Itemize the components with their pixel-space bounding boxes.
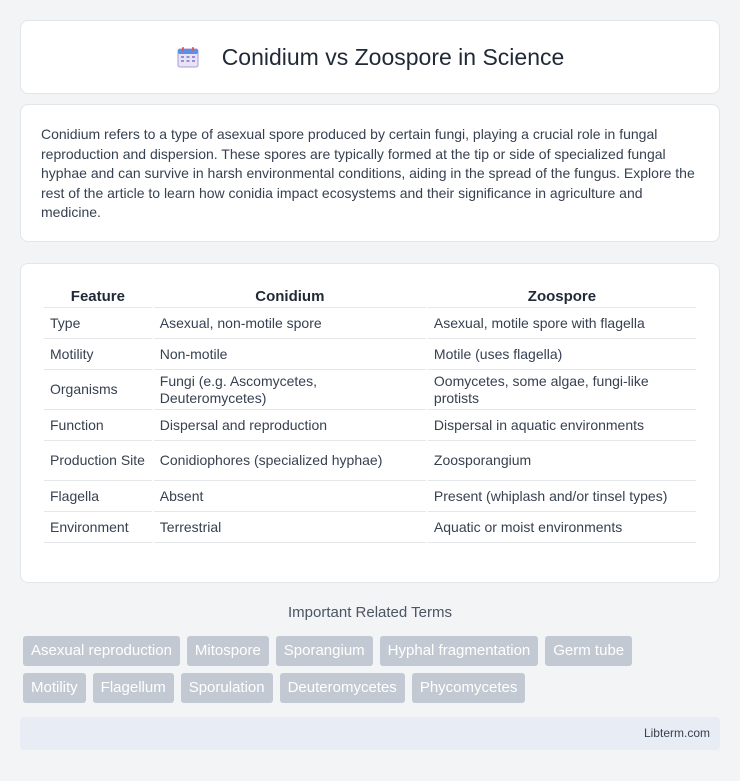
- comparison-table-card: [20, 263, 720, 583]
- tag-sporulation[interactable]: Sporulation: [181, 673, 273, 703]
- cell-feature: Flagella: [44, 481, 152, 512]
- cell-conidium: Conidiophores (specialized hyphae): [154, 441, 426, 481]
- page-title: Conidium vs Zoospore in Science: [221, 43, 565, 70]
- table-row: [44, 441, 696, 481]
- cell-feature: Type: [44, 308, 152, 339]
- table-row: [44, 339, 696, 370]
- footer-link[interactable]: Libterm.com: [643, 726, 710, 740]
- header-conidium: Conidium: [154, 286, 426, 308]
- related-terms: [23, 636, 723, 710]
- table-row: [44, 512, 696, 543]
- tag-flagellum[interactable]: Flagellum: [93, 673, 174, 703]
- intro-card: [20, 104, 720, 242]
- header-card: [20, 20, 720, 94]
- tag-asexual-reproduction[interactable]: Asexual reproduction: [23, 636, 180, 666]
- tag-row: [23, 636, 723, 666]
- cell-zoospore: Oomycetes, some algae, fungi-like protists: [428, 370, 696, 410]
- cell-zoospore: Zoosporangium: [428, 441, 696, 481]
- cell-conidium: Absent: [154, 481, 426, 512]
- cell-feature: Organisms: [44, 370, 152, 410]
- tag-mitospore[interactable]: Mitospore: [187, 636, 269, 666]
- tag-phycomycetes[interactable]: Phycomycetes: [412, 673, 526, 703]
- cell-feature: Motility: [44, 339, 152, 370]
- cell-zoospore: Dispersal in aquatic environments: [428, 410, 696, 441]
- tag-row: [23, 673, 723, 703]
- cell-zoospore: Motile (uses flagella): [428, 339, 696, 370]
- cell-feature: Production Site: [44, 441, 152, 481]
- cell-conidium: Dispersal and reproduction: [154, 410, 426, 441]
- calendar-icon: [176, 45, 200, 69]
- cell-conidium: Fungi (e.g. Ascomycetes, Deuteromycetes): [154, 370, 426, 410]
- table-row: [44, 370, 696, 410]
- intro-text: Conidium refers to a type of asexual spore produced by certain fungi, playing a crucial role in fungal reproduction and dispersion. These spores are typically formed at the tip or side of specialized fungal hyphae and can survive in harsh environmental conditions, aiding in the spread of the fungus. Explore the rest of the article to learn how conidia impact ecosystems and their significance in agriculture and medicine.: [41, 126, 695, 220]
- cell-zoospore: Present (whiplash and/or tinsel types): [428, 481, 696, 512]
- header-zoospore: Zoospore: [428, 286, 696, 308]
- table-row: [44, 308, 696, 339]
- table-row: [44, 481, 696, 512]
- cell-zoospore: Asexual, motile spore with flagella: [428, 308, 696, 339]
- cell-feature: Environment: [44, 512, 152, 543]
- cell-conidium: Terrestrial: [154, 512, 426, 543]
- footer: [20, 717, 720, 750]
- related-terms-title: Important Related Terms: [288, 604, 452, 621]
- cell-feature: Function: [44, 410, 152, 441]
- cell-conidium: Asexual, non-motile spore: [154, 308, 426, 339]
- cell-zoospore: Aquatic or moist environments: [428, 512, 696, 543]
- tag-motility[interactable]: Motility: [23, 673, 86, 703]
- tag-deuteromycetes[interactable]: Deuteromycetes: [280, 673, 405, 703]
- tag-sporangium[interactable]: Sporangium: [276, 636, 373, 666]
- tag-hyphal-fragmentation[interactable]: Hyphal fragmentation: [380, 636, 539, 666]
- table-row: [44, 410, 696, 441]
- tag-germ-tube[interactable]: Germ tube: [545, 636, 632, 666]
- cell-conidium: Non-motile: [154, 339, 426, 370]
- comparison-table: [42, 286, 698, 543]
- header-feature: Feature: [44, 286, 152, 308]
